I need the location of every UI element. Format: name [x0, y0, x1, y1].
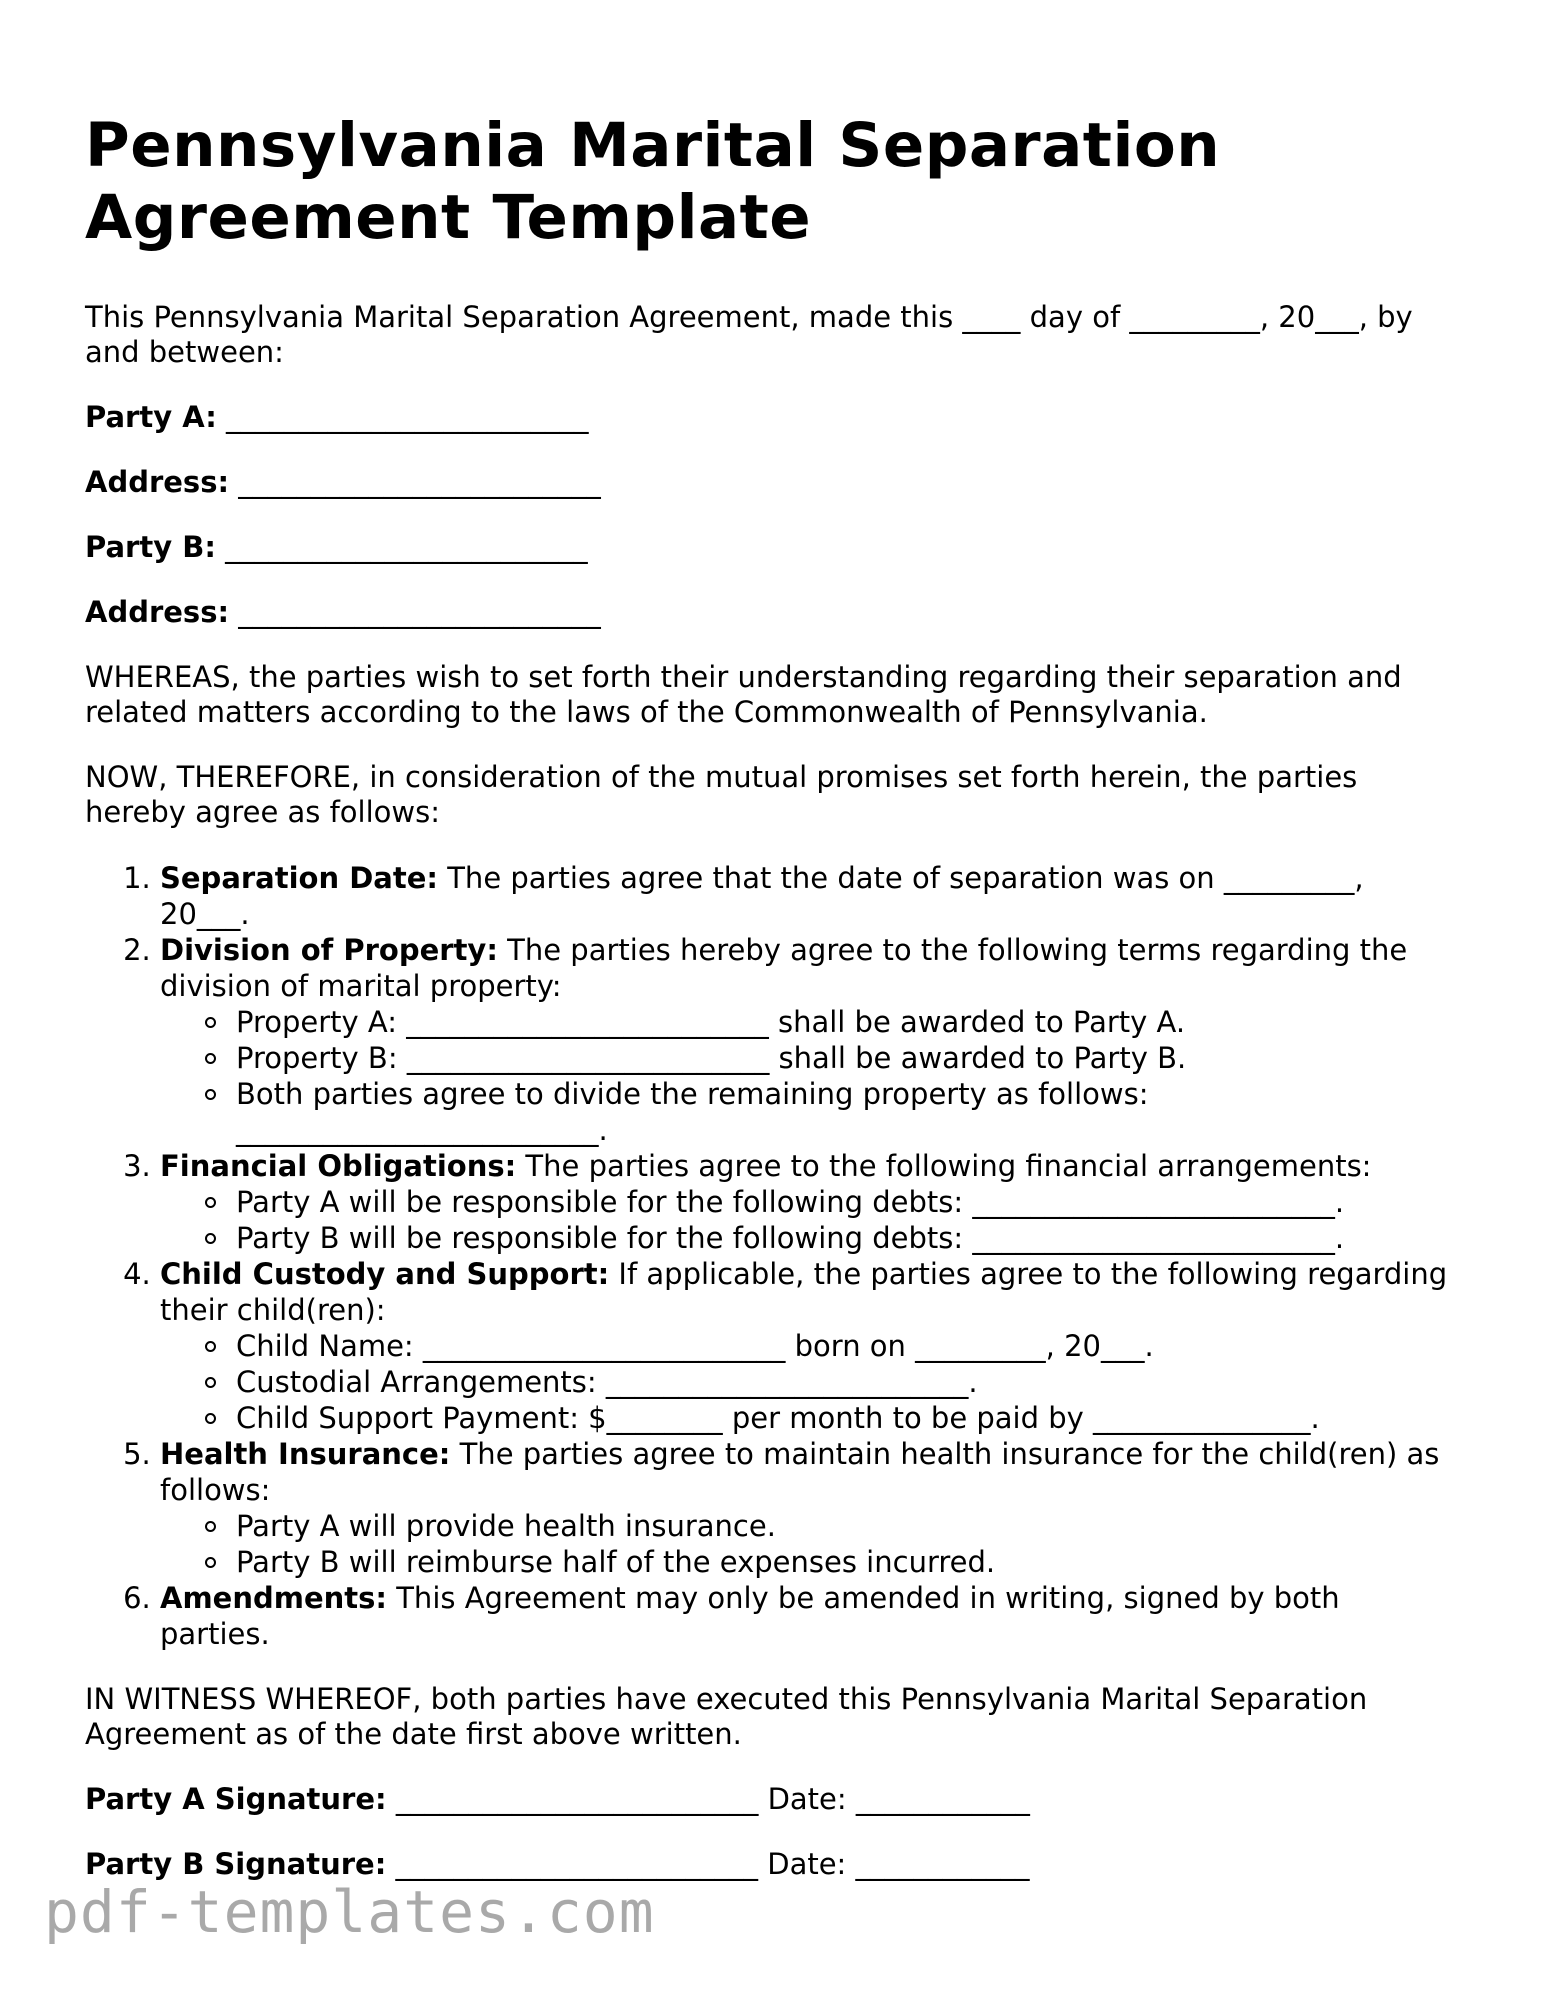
term-text: The parties agree that the date of separation was on _________, 20___. [160, 861, 1364, 931]
term-text: The parties hereby agree to the following terms regarding the division of marital property: [160, 933, 1408, 1003]
party-b-signature-row [85, 1847, 1457, 1882]
term-financial-obligations [160, 1148, 1457, 1256]
party-a-label: Party A: [85, 400, 217, 434]
party-a-signature-blank[interactable]: _________________________ [395, 1782, 759, 1816]
whereas-paragraph: WHEREAS, the parties wish to set forth their understanding regarding their separation and related matters according to the laws of the Commonwealth of Pennsylvania. [85, 660, 1402, 729]
party-a-address-blank[interactable]: _________________________ [238, 465, 601, 499]
watermark: pdf-templates.com [44, 1878, 655, 1946]
property-sublist [160, 1004, 1457, 1148]
sub-item: Child Support Payment: $________ per month to be paid by _______________. [236, 1400, 1457, 1436]
party-a-address-label: Address: [85, 465, 230, 499]
sub-item: Party B will be responsible for the following debts: _________________________. [236, 1220, 1457, 1256]
term-separation-date [160, 860, 1457, 932]
party-b-label: Party B: [85, 530, 216, 564]
term-heading: Separation Date: [160, 861, 438, 895]
party-a-blank[interactable]: _________________________ [226, 400, 589, 434]
party-b-address-field [85, 595, 1457, 630]
term-health-insurance [160, 1436, 1457, 1580]
term-heading: Financial Obligations: [160, 1149, 517, 1183]
now-therefore-paragraph: NOW, THEREFORE, in consideration of the mutual promises set forth herein, the parties hereby agree as follows: [85, 760, 1358, 829]
sub-item: Party A will provide health insurance. [236, 1508, 1457, 1544]
party-b-blank[interactable]: _________________________ [225, 530, 588, 564]
party-b-date-blank[interactable]: ____________ [855, 1847, 1030, 1881]
term-division-of-property [160, 932, 1457, 1148]
insurance-sublist [160, 1508, 1457, 1580]
document [85, 110, 1457, 1882]
party-a-signature-label: Party A Signature: [85, 1782, 387, 1816]
sub-item: Party A will be responsible for the following debts: _________________________. [236, 1184, 1457, 1220]
sub-item: Custodial Arrangements: _________________________. [236, 1364, 1457, 1400]
term-heading: Child Custody and Support: [160, 1257, 610, 1291]
sub-item: Both parties agree to divide the remaining property as follows: _________________________. [236, 1076, 1457, 1148]
intro-paragraph: This Pennsylvania Marital Separation Agreement, made this ____ day of _________, 20___, by and between: [85, 300, 1413, 369]
sub-item: Child Name: _________________________ born on _________, 20___. [236, 1328, 1457, 1364]
party-a-date-blank[interactable]: ____________ [855, 1782, 1030, 1816]
document-title: Pennsylvania Marital Separation Agreement Template [85, 110, 1221, 253]
term-heading: Division of Property: [160, 933, 498, 967]
term-amendments [160, 1580, 1457, 1652]
terms-list [85, 860, 1457, 1652]
term-text: The parties agree to maintain health insurance for the child(ren) as follows: [160, 1437, 1440, 1507]
sub-item: Party B will reimburse half of the expenses incurred. [236, 1544, 1457, 1580]
term-heading: Health Insurance: [160, 1437, 451, 1471]
term-text: If applicable, the parties agree to the following regarding their child(ren): [160, 1257, 1448, 1327]
party-b-date-label: Date: [767, 1847, 847, 1881]
sub-item: Property B: _________________________ shall be awarded to Party B. [236, 1040, 1457, 1076]
term-text: The parties agree to the following financial arrangements: [516, 1149, 1372, 1183]
party-a-address-field [85, 465, 1457, 500]
financial-sublist [160, 1184, 1457, 1256]
party-a-signature-row [85, 1782, 1457, 1817]
term-child-custody-support [160, 1256, 1457, 1436]
custody-sublist [160, 1328, 1457, 1436]
party-b-address-label: Address: [85, 595, 230, 629]
party-a-date-label: Date: [767, 1782, 847, 1816]
term-heading: Amendments: [160, 1581, 387, 1615]
party-b-signature-label: Party B Signature: [85, 1847, 387, 1881]
term-text: This Agreement may only be amended in writing, signed by both parties. [160, 1581, 1340, 1651]
party-a-field [85, 400, 1457, 435]
party-b-address-blank[interactable]: _________________________ [238, 595, 601, 629]
sub-item: Property A: _________________________ shall be awarded to Party A. [236, 1004, 1457, 1040]
witness-paragraph: IN WITNESS WHEREOF, both parties have executed this Pennsylvania Marital Separation Agreement as of the date first above written. [85, 1682, 1368, 1751]
party-b-signature-blank[interactable]: _________________________ [395, 1847, 759, 1881]
party-b-field [85, 530, 1457, 565]
